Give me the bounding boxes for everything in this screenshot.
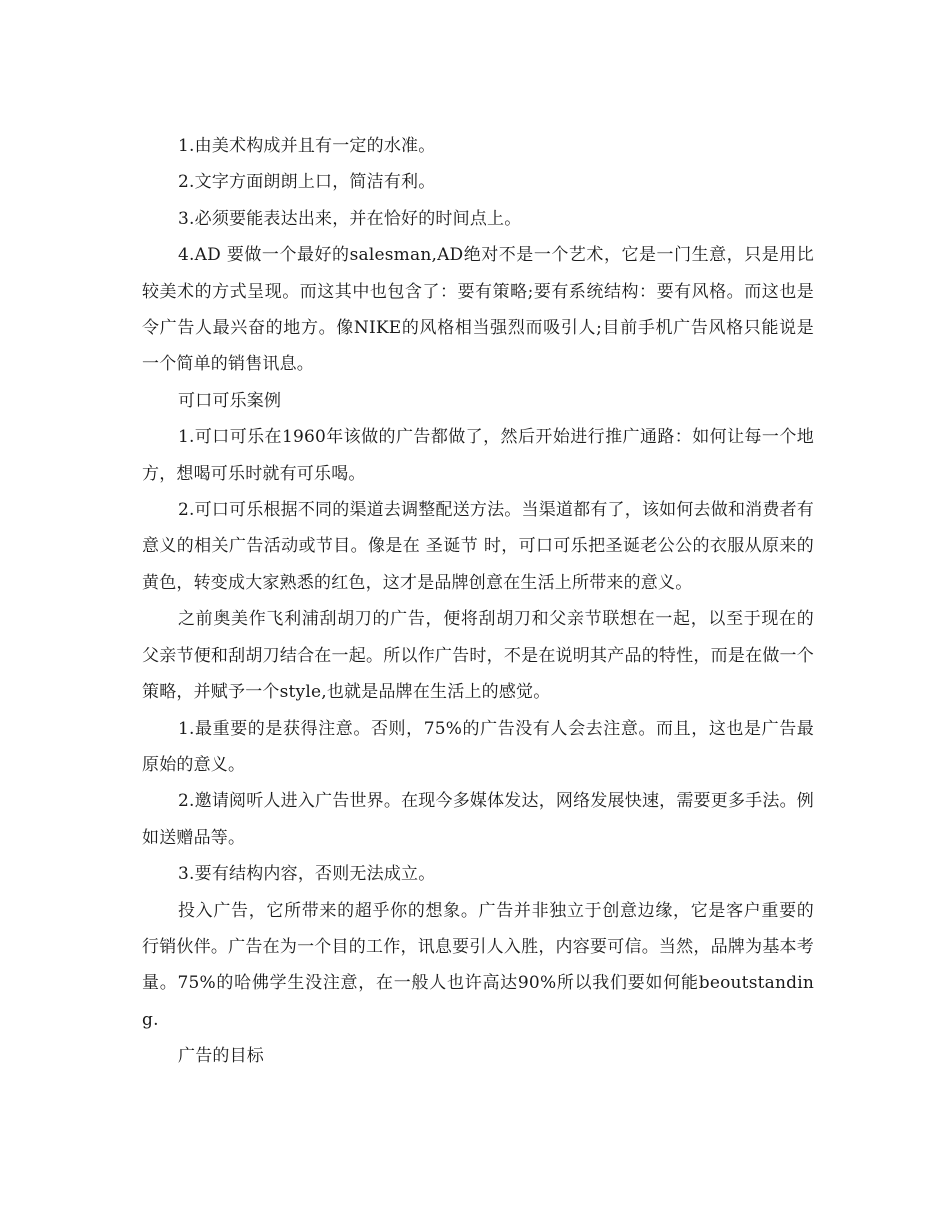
paragraph-goal-2: 2.邀请阅听人进入广告世界。在现今多媒体发达，网络发展快速，需要更多手法。例如送赠品等。 [142,791,814,848]
paragraph-criterion-2: 2.文字方面朗朗上口，简洁有利。 [178,172,436,193]
paragraph-goal-3: 3.要有结构内容，否则无法成立。 [178,864,436,885]
paragraph-philips: 之前奥美作飞利浦刮胡刀的广告，便将刮胡刀和父亲节联想在一起，以至于现在的父亲节便和刮胡刀结合在一起。所以作广告时，不是在说明其产品的特性，而是在做一个策略，并赋予一个style,也就是品牌在生活上的感觉。 [142,609,814,703]
document-body [142,128,814,1075]
paragraph-goal-1: 1.最重要的是获得注意。否则，75%的广告没有人会去注意。而且，这也是广告最原始的意义。 [142,718,814,775]
paragraph-coca-cola-2: 2.可口可乐根据不同的渠道去调整配送方法。当渠道都有了，该如何去做和消费者有意义的相关广告活动或节目。像是在 圣诞节 时，可口可乐把圣诞老公公的衣服从原来的黄色，转变成大家熟悉的红色，这才是品牌创意在生活上所带来的意义。 [142,500,814,593]
section-heading-coca-cola: 可口可乐案例 [178,390,282,411]
paragraph-investment: 投入广告，它所带来的超乎你的想象。广告并非独立于创意边缘，它是客户重要的行销伙伴。广告在为一个目的工作，讯息要引人入胜，内容要可信。当然，品牌为基本考量。75%的哈佛学生没注意，在一般人也许高达90%所以我们要如何能beoutstanding. [142,900,814,1030]
paragraph-criterion-3: 3.必须要能表达出来，并在恰好的时间点上。 [178,208,522,229]
paragraph-coca-cola-1: 1.可口可乐在1960年该做的广告都做了，然后开始进行推广通路：如何让每一个地方，想喝可乐时就有可乐喝。 [142,427,814,484]
section-heading-ad-goals: 广告的目标 [178,1046,264,1067]
paragraph-criterion-1: 1.由美术构成并且有一定的水准。 [178,136,436,156]
paragraph-criterion-4: 4.AD 要做一个最好的salesman,AD绝对不是一个艺术，它是一门生意，只是用比较美术的方式呈现。而这其中也包含了：要有策略;要有系统结构：要有风格。而这也是令广告人最兴奋的地方。像NIKE的风格相当强烈而吸引人;目前手机广告风格只能说是一个简单的销售讯息。 [142,245,814,375]
